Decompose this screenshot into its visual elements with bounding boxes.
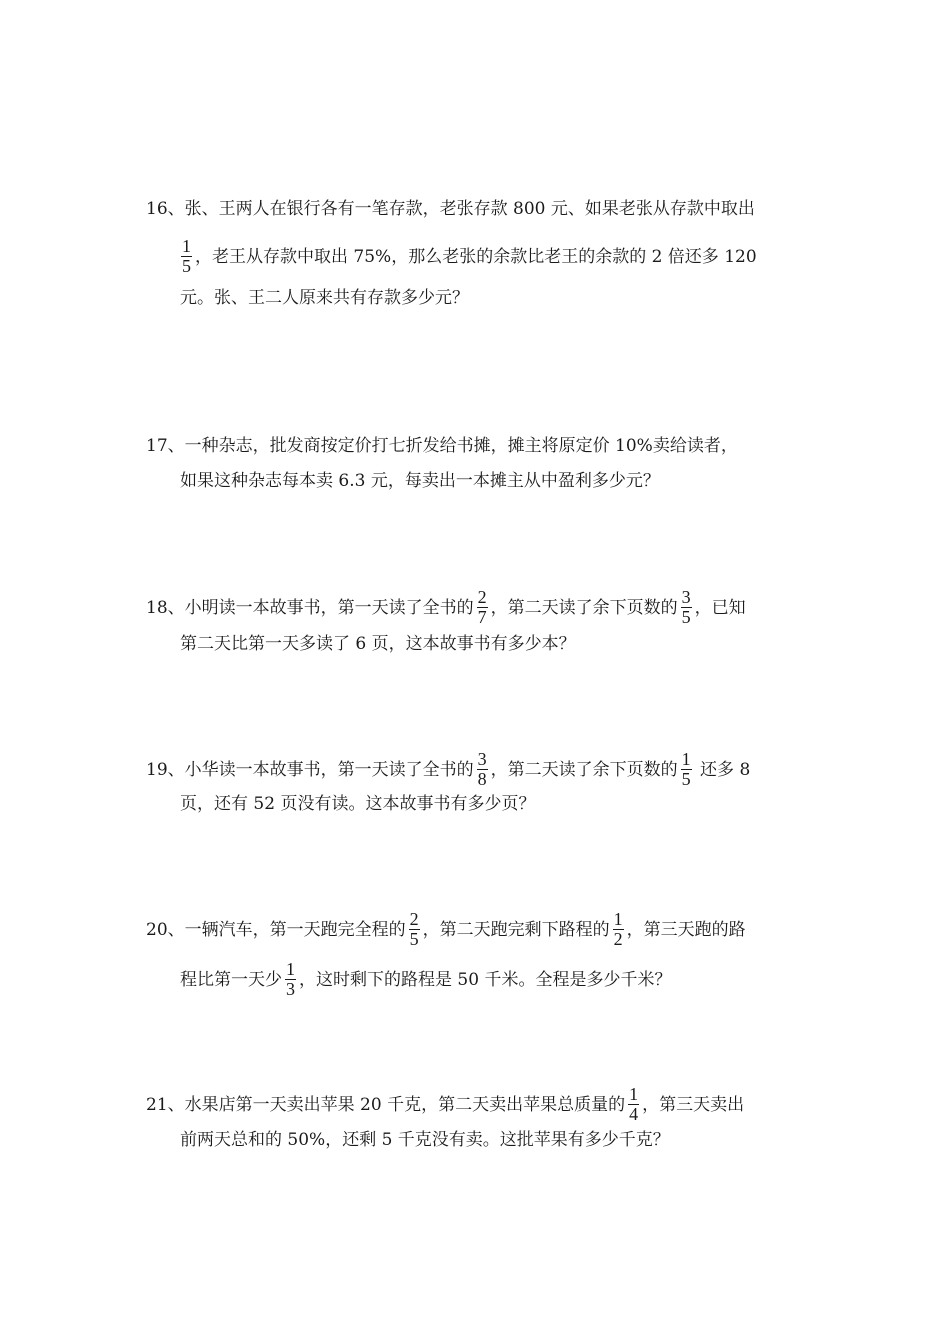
fraction-numerator: 1 (286, 959, 295, 979)
fraction-numerator: 2 (409, 909, 419, 929)
problem-19-line-2 (180, 792, 535, 816)
fraction (628, 1085, 639, 1124)
problem-19-line-1 (146, 751, 750, 790)
text-segment: ，第三天卖出 (642, 1095, 745, 1115)
fraction (181, 237, 192, 276)
text-segment: ，第三天跑的路 (626, 920, 746, 940)
fraction-denominator: 3 (286, 979, 295, 999)
fraction-denominator: 2 (613, 929, 623, 949)
fraction-numerator: 1 (681, 749, 691, 769)
fraction-denominator: 7 (477, 607, 487, 627)
problem-21-line-1 (146, 1086, 744, 1125)
fraction-numerator: 1 (613, 909, 623, 929)
problem-18-line-2 (180, 632, 576, 656)
text-segment: 19、小华读一本故事书，第一天读了全书的 (146, 760, 474, 780)
text-segment: 还多 8 (694, 760, 751, 780)
text-segment: 页，还有 52 页没有读。这本故事书有多少页？ (180, 794, 536, 814)
fraction-numerator: 1 (182, 236, 191, 256)
fraction (681, 750, 692, 789)
text-segment: 前两天总和的 50%，还剩 5 千克没有卖。这批苹果有多少千克？ (180, 1130, 670, 1150)
fraction (409, 910, 420, 949)
text-segment: ，第二天读了余下页数的 (490, 760, 678, 780)
problem-20-line-2 (180, 961, 671, 1000)
fraction (613, 910, 624, 949)
fraction-numerator: 1 (629, 1084, 639, 1104)
fraction-numerator: 2 (477, 587, 487, 607)
fraction (681, 588, 692, 627)
fraction (477, 750, 488, 789)
text-segment: 16、张、王两人在银行各有一笔存款，老张存款 800 元、如果老张从存款中取出 (146, 199, 755, 219)
problem-16-line-1 (146, 197, 755, 221)
fraction-denominator: 8 (477, 769, 487, 789)
problem-17-line-1 (146, 434, 738, 458)
text-segment: 20、一辆汽车，第一天跑完全程的 (146, 920, 406, 940)
fraction (477, 588, 488, 627)
problem-16-line-2 (178, 238, 757, 277)
text-segment: 元。张、王二人原来共有存款多少元？ (180, 288, 469, 308)
fraction-denominator: 4 (629, 1104, 639, 1124)
text-segment: ，第二天读了余下页数的 (490, 598, 678, 618)
problem-18-line-1 (146, 589, 746, 628)
text-segment: ，已知 (694, 598, 746, 618)
problem-21-line-2 (180, 1128, 670, 1152)
text-segment: 21、水果店第一天卖出苹果 20 千克，第二天卖出苹果总质量的 (146, 1095, 626, 1115)
text-segment: 程比第一天少 (180, 970, 282, 990)
problem-16-line-3 (180, 286, 469, 310)
fraction-denominator: 5 (182, 256, 191, 276)
fraction-denominator: 5 (681, 769, 691, 789)
text-segment: ，老王从存款中取出 75%，那么老张的余款比老王的余款的 2 倍还多 120 (195, 247, 757, 267)
fraction-numerator: 3 (477, 749, 487, 769)
text-segment: ，这时剩下的路程是 50 千米。全程是多少千米？ (299, 970, 672, 990)
fraction-denominator: 5 (681, 607, 691, 627)
fraction-denominator: 5 (409, 929, 419, 949)
fraction-numerator: 3 (681, 587, 691, 607)
text-segment: 如果这种杂志每本卖 6.3 元，每卖出一本摊主从中盈利多少元？ (180, 471, 660, 491)
text-segment: 17、一种杂志，批发商按定价打七折发给书摊，摊主将原定价 10%卖给读者， (146, 436, 738, 456)
text-segment: ，第二天跑完剩下路程的 (422, 920, 610, 940)
problem-17-line-2 (180, 469, 660, 493)
text-segment: 18、小明读一本故事书，第一天读了全书的 (146, 598, 474, 618)
problem-20-line-1 (146, 911, 746, 950)
text-segment: 第二天比第一天多读了 6 页，这本故事书有多少本？ (180, 634, 576, 654)
fraction (285, 960, 296, 999)
